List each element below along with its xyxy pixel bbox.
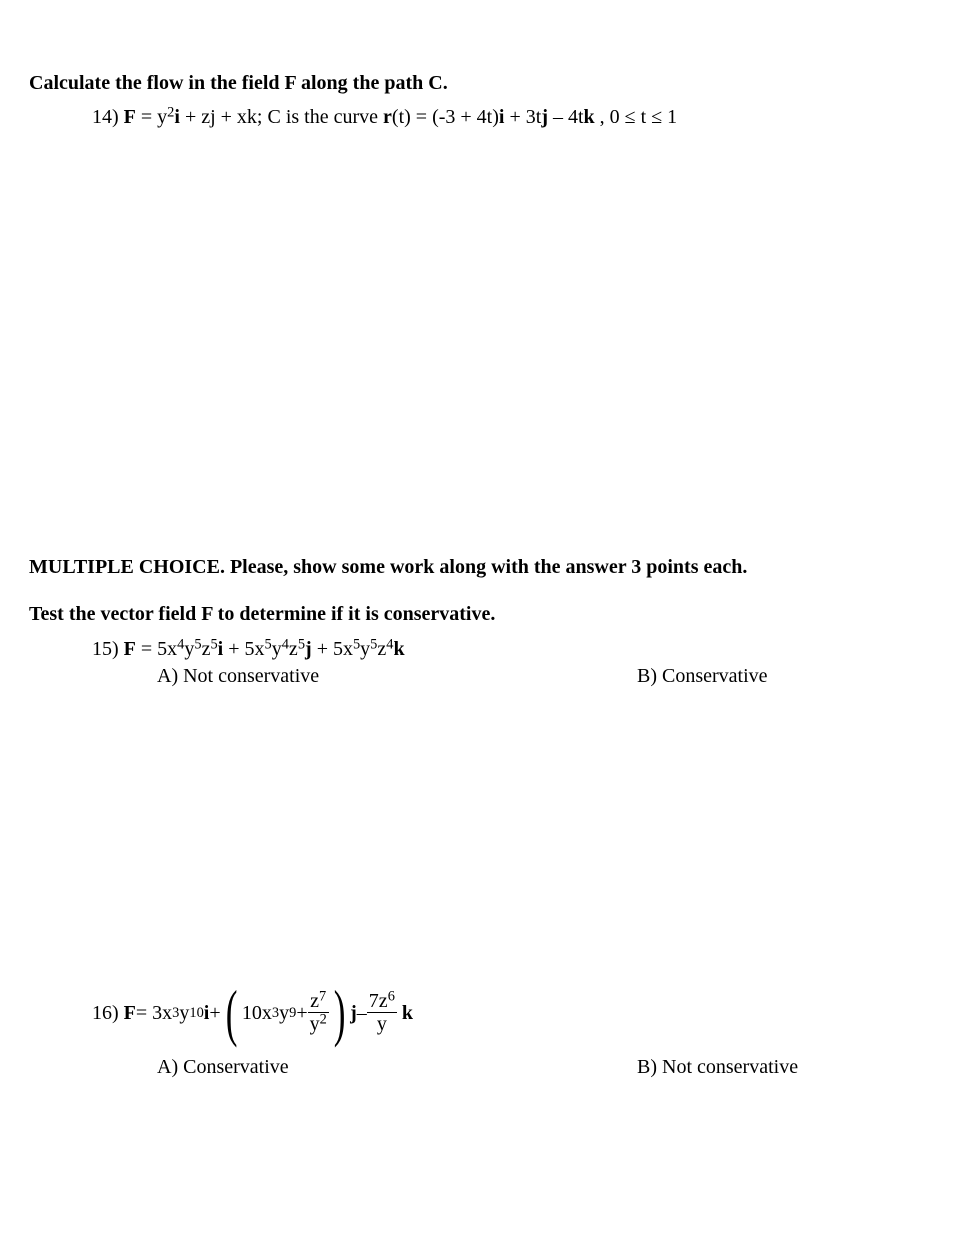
vector-symbol: F [123, 638, 136, 660]
exponent: 4 [281, 636, 289, 653]
text: + 5x [311, 638, 353, 660]
exponent: 7 [319, 988, 327, 1005]
q15-option-b[interactable]: B) Conservative [637, 665, 768, 687]
exponent: 5 [352, 636, 361, 653]
text: + [296, 1001, 308, 1024]
text: y [360, 638, 371, 660]
exponent: 6 [387, 988, 395, 1005]
exponent: 2 [167, 104, 175, 121]
unit-vector: j [541, 106, 548, 128]
exponent: 5 [210, 636, 218, 653]
text: = 5x [135, 638, 178, 660]
fraction [308, 988, 329, 1035]
exponent: 5 [194, 636, 202, 653]
question-15 [92, 638, 405, 661]
text: , 0 ≤ t ≤ 1 [594, 106, 678, 128]
text: – [356, 1001, 367, 1024]
vector-symbol: F [123, 106, 136, 128]
exponent: 5 [370, 636, 378, 653]
question-number: 14) [92, 106, 119, 128]
text: + 3t [504, 106, 542, 128]
text: + 5x [223, 638, 265, 660]
unit-vector: k [583, 106, 595, 128]
unit-vector: i [217, 638, 224, 660]
unit-vector: i [203, 1001, 210, 1024]
section-heading-flow: Calculate the flow in the field F along the path C. [29, 72, 448, 94]
unit-vector: k [401, 1001, 414, 1024]
unit-vector: i [498, 106, 505, 128]
unit-vector: k [393, 638, 405, 660]
text: (t) = (-3 + 4t) [391, 106, 499, 128]
right-paren: ) [333, 977, 346, 1048]
exponent: 2 [319, 1011, 327, 1028]
text: 10x [241, 1001, 272, 1024]
question-number: 15) [92, 638, 119, 660]
text: = 3x [135, 1001, 173, 1024]
text: + xk; C is the curve [215, 106, 384, 128]
numerator [308, 988, 329, 1012]
text: z [310, 990, 320, 1012]
vector-symbol: r [383, 106, 392, 128]
multiple-choice-heading: MULTIPLE CHOICE. Please, show some work along with the answer 3 points each. [29, 556, 748, 578]
text: 7z [368, 990, 388, 1012]
text: = y [135, 106, 168, 128]
unit-vector: j [350, 1001, 357, 1024]
fraction [367, 988, 397, 1035]
vector-symbol: F [123, 1001, 136, 1024]
unit-vector: j [305, 638, 312, 660]
question-16: 16) F = 3x 3 y 10 i + ( 10x 3 y 9 + $\frac{z^7}{y^2}$ ) j – $\frac{7z^6}{y}$ k [92, 977, 414, 1048]
q16-option-a[interactable]: A) Conservative [157, 1056, 289, 1078]
question-14 [92, 106, 677, 129]
section-heading-conservative: Test the vector field F to determine if it is conservative. [29, 603, 496, 625]
exponent: 5 [264, 636, 272, 653]
text: + [209, 1001, 221, 1024]
text: y [184, 638, 195, 660]
text: y [309, 1013, 320, 1035]
text: y [179, 1001, 190, 1024]
text: z [377, 638, 387, 660]
exponent: 4 [177, 636, 185, 653]
numerator [367, 988, 397, 1012]
text: z [288, 638, 298, 660]
question-number: 16) [92, 1001, 119, 1024]
left-paren: ( [225, 977, 238, 1048]
q16-option-b[interactable]: B) Not conservative [637, 1056, 799, 1078]
text: z [201, 638, 211, 660]
text: + zj [179, 106, 216, 128]
denominator: y [367, 1012, 397, 1035]
exponent: 5 [297, 636, 306, 653]
text: y [271, 638, 282, 660]
text: y [279, 1001, 290, 1024]
unit-vector: i [174, 106, 180, 128]
text: – 4t [547, 106, 584, 128]
q15-option-a[interactable]: A) Not conservative [157, 665, 320, 687]
denominator [308, 1012, 329, 1035]
exponent: 4 [386, 636, 394, 653]
